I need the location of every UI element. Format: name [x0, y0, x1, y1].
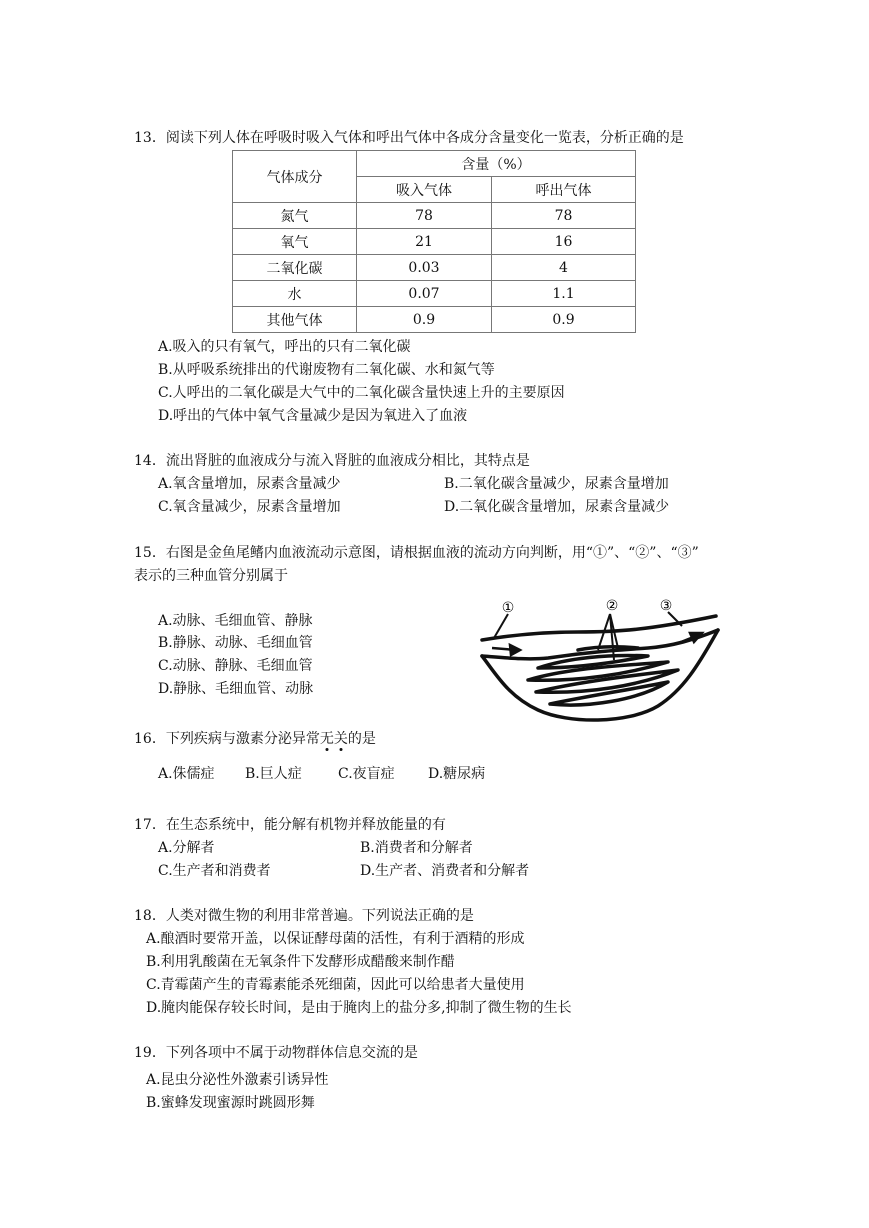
q16-option-d: D.糖尿病	[428, 766, 486, 782]
q14-option-d: D.二氧化碳含量增加，尿素含量减少	[444, 499, 670, 515]
row-exhaled: 16	[492, 229, 636, 255]
label-vessel-3: ③	[659, 598, 673, 614]
label-vessel-2: ②	[605, 598, 619, 614]
q15-option-c: C.动脉、静脉、毛细血管	[158, 658, 313, 674]
q18-option-c: C.青霉菌产生的青霉素能杀死细菌，因此可以给患者大量使用	[146, 977, 525, 993]
q16-emphasis-wu: 无	[319, 731, 334, 747]
row-exhaled: 0.9	[492, 307, 636, 333]
q15-option-b: B.静脉、动脉、毛细血管	[158, 635, 313, 651]
q16-option-b: B.巨人症	[245, 766, 302, 782]
row-inhaled: 0.9	[357, 307, 492, 333]
row-exhaled: 1.1	[492, 281, 636, 307]
row-name: 二氧化碳	[233, 255, 357, 281]
row-name: 其他气体	[233, 307, 357, 333]
q14-option-a: A.氧含量增加，尿素含量减少	[158, 476, 341, 492]
q15-stem-line1: 15．右图是金鱼尾鳍内血液流动示意图，请根据血液的流动方向判断，用“①”、“②”、“③”	[134, 545, 699, 561]
q14-stem: 14．流出肾脏的血液成分与流入肾脏的血液成分相比，其特点是	[134, 453, 530, 469]
q16-stem-prefix: 16．下列疾病与激素分泌异常	[134, 731, 320, 747]
row-exhaled: 4	[492, 255, 636, 281]
q16-option-a: A.侏儒症	[158, 766, 215, 782]
table-row	[233, 307, 636, 333]
q13-option-b: B.从呼吸系统排出的代谢废物有二氧化碳、水和氮气等	[158, 362, 495, 378]
q17-option-a: A.分解者	[158, 840, 215, 856]
q17-option-c: C.生产者和消费者	[158, 863, 271, 879]
q13-option-a: A.吸入的只有氧气，呼出的只有二氧化碳	[158, 339, 411, 355]
q18-option-a: A.酿酒时要常开盖，以保证酵母菌的活性，有利于酒精的形成	[146, 931, 525, 947]
q19-option-b: B.蜜蜂发现蜜源时跳圆形舞	[146, 1095, 315, 1111]
table-row	[233, 229, 636, 255]
q18-stem: 18．人类对微生物的利用非常普遍。下列说法正确的是	[134, 908, 474, 924]
header-gas-component: 气体成分	[233, 151, 357, 203]
q17-option-d: D.生产者、消费者和分解者	[360, 863, 530, 879]
header-exhaled: 呼出气体	[492, 177, 636, 203]
q19-option-a: A.昆虫分泌性外激素引诱异性	[146, 1072, 329, 1088]
row-name: 水	[233, 281, 357, 307]
header-inhaled: 吸入气体	[357, 177, 492, 203]
q15-stem-line2: 表示的三种血管分别属于	[134, 568, 288, 584]
row-inhaled: 0.07	[357, 281, 492, 307]
q16-stem	[134, 729, 376, 749]
row-name: 氮气	[233, 203, 357, 229]
q14-option-b: B.二氧化碳含量减少，尿素含量增加	[444, 476, 669, 492]
q18-option-b: B.利用乳酸菌在无氧条件下发酵形成醋酸来制作醋	[146, 954, 455, 970]
q18-option-d: D.腌肉能保存较长时间，是由于腌肉上的盐分多,抑制了微生物的生长	[146, 1000, 572, 1016]
header-content: 含量（%）	[357, 151, 636, 177]
q19-stem: 19．下列各项中不属于动物群体信息交流的是	[134, 1045, 418, 1061]
q13-option-c: C.人呼出的二氧化碳是大气中的二氧化碳含量快速上升的主要原因	[158, 385, 565, 401]
q13-stem: 13．阅读下列人体在呼吸时吸入气体和呼出气体中各成分含量变化一览表，分析正确的是	[134, 130, 684, 146]
row-inhaled: 78	[357, 203, 492, 229]
q16-stem-suffix: 的是	[347, 731, 376, 747]
q16-option-c: C.夜盲症	[338, 766, 395, 782]
goldfish-tail-blood-flow-diagram	[478, 596, 728, 726]
row-exhaled: 78	[492, 203, 636, 229]
table-row	[233, 255, 636, 281]
q14-option-c: C.氧含量减少，尿素含量增加	[158, 499, 341, 515]
table-row	[233, 203, 636, 229]
label-vessel-1: ①	[501, 600, 515, 616]
row-name: 氧气	[233, 229, 357, 255]
q15-option-d: D.静脉、毛细血管、动脉	[158, 681, 314, 697]
q17-option-b: B.消费者和分解者	[360, 840, 473, 856]
gas-composition-table	[232, 150, 636, 333]
q15-option-a: A.动脉、毛细血管、静脉	[158, 613, 313, 629]
row-inhaled: 21	[357, 229, 492, 255]
q13-option-d: D.呼出的气体中氧气含量减少是因为氧进入了血液	[158, 408, 468, 424]
table-row	[233, 281, 636, 307]
q17-stem: 17．在生态系统中，能分解有机物并释放能量的有	[134, 817, 446, 833]
row-inhaled: 0.03	[357, 255, 492, 281]
q16-emphasis-guan: 关	[333, 731, 348, 747]
